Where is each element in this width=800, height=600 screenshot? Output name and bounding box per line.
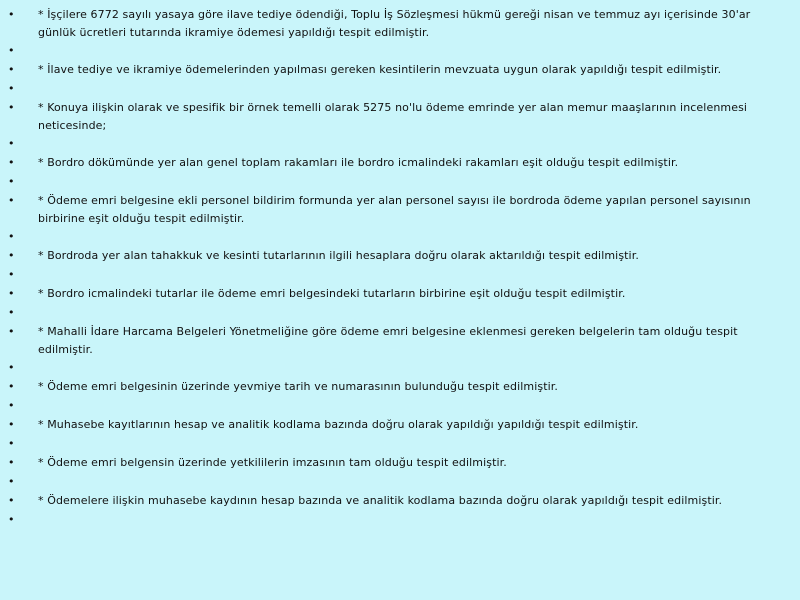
list-item (8, 454, 788, 473)
bullet-icon: • (8, 44, 15, 57)
bullet-icon: • (8, 325, 15, 338)
bullet-icon: • (8, 101, 15, 114)
list-item-text: * Bordro dökümünde yer alan genel toplam rakamları ile bordro icmalindeki rakamları eşit olduğu tespit edilmiştir. (38, 156, 679, 169)
bullet-icon: • (8, 194, 15, 207)
list-item (8, 173, 788, 192)
list-item (8, 266, 788, 285)
bullet-icon: • (8, 230, 15, 243)
bullet-icon: • (8, 156, 15, 169)
list-item (8, 378, 788, 397)
list-item-text: * Bordro icmalindeki tutarlar ile ödeme emri belgesindeki tutarların birbirine eşit olduğu tespit edilmiştir. (38, 287, 626, 300)
bullet-icon: • (8, 513, 15, 526)
list-item (8, 435, 788, 454)
bullet-icon: • (8, 268, 15, 281)
list-item (8, 154, 788, 173)
bullet-icon: • (8, 82, 15, 95)
list-item (8, 192, 788, 228)
list-item (8, 492, 788, 511)
bullet-icon: • (8, 494, 15, 507)
list-item (8, 228, 788, 247)
bullet-icon: • (8, 418, 15, 431)
list-item-text: * Konuya ilişkin olarak ve spesifik bir örnek temelli olarak 5275 no'lu ödeme emrinde yer alan memur maaşlarının incelenmesi neticesinde; (38, 101, 748, 132)
list-item (8, 416, 788, 435)
bullet-icon: • (8, 361, 15, 374)
list-item (8, 6, 788, 42)
bullet-icon: • (8, 437, 15, 450)
bullet-icon: • (8, 456, 15, 469)
list-item (8, 511, 788, 530)
list-item (8, 397, 788, 416)
bullet-icon: • (8, 380, 15, 393)
list-item (8, 42, 788, 61)
list-item (8, 247, 788, 266)
bullet-list (8, 6, 788, 530)
bullet-icon: • (8, 137, 15, 150)
bullet-icon: • (8, 287, 15, 300)
list-item (8, 99, 788, 135)
list-item-text: * İlave tediye ve ikramiye ödemelerinden yapılması gereken kesintilerin mevzuata uygun olarak yapıldığı tespit edilmiştir. (38, 63, 722, 76)
bullet-icon: • (8, 306, 15, 319)
list-item (8, 135, 788, 154)
list-item-text: * Ödemelere ilişkin muhasebe kaydının hesap bazında ve analitik kodlama bazında doğru olarak yapıldığı tespit edilmiştir. (38, 494, 723, 507)
bullet-icon: • (8, 249, 15, 262)
bullet-icon: • (8, 475, 15, 488)
list-item-text: * Ödeme emri belgensin üzerinde yetkililerin imzasının tam olduğu tespit edilmiştir. (38, 456, 507, 469)
list-item (8, 473, 788, 492)
bullet-icon: • (8, 399, 15, 412)
list-item (8, 359, 788, 378)
list-item (8, 80, 788, 99)
list-item (8, 323, 788, 359)
bullet-icon: • (8, 175, 15, 188)
bullet-icon: • (8, 63, 15, 76)
bullet-icon: • (8, 8, 15, 21)
list-item (8, 61, 788, 80)
list-item-text: * İşçilere 6772 sayılı yasaya göre ilave tediye ödendiği, Toplu İş Sözleşmesi hükmü gereği nisan ve temmuz ayı içerisinde 30'ar günlük ücretleri tutarında ikramiye ödemesi yapıldığı tespit edilmiştir. (38, 8, 751, 39)
list-item-text: * Muhasebe kayıtlarının hesap ve analitik kodlama bazında doğru olarak yapıldığı yapıldığı tespit edilmiştir. (38, 418, 639, 431)
list-item-text: * Ödeme emri belgesine ekli personel bildirim formunda yer alan personel sayısı ile bordroda ödeme yapılan personel sayısının birbirine eşit olduğu tespit edilmiştir. (38, 194, 751, 225)
list-item-text: * Mahalli İdare Harcama Belgeleri Yönetmeliğine göre ödeme emri belgesine eklenmesi gereken belgelerin tam olduğu tespit edilmiştir. (38, 325, 738, 356)
list-item (8, 304, 788, 323)
list-item-text: * Bordroda yer alan tahakkuk ve kesinti tutarlarının ilgili hesaplara doğru olarak aktarıldığı tespit edilmiştir. (38, 249, 639, 262)
list-item (8, 285, 788, 304)
list-item-text: * Ödeme emri belgesinin üzerinde yevmiye tarih ve numarasının bulunduğu tespit edilmiştir. (38, 380, 559, 393)
